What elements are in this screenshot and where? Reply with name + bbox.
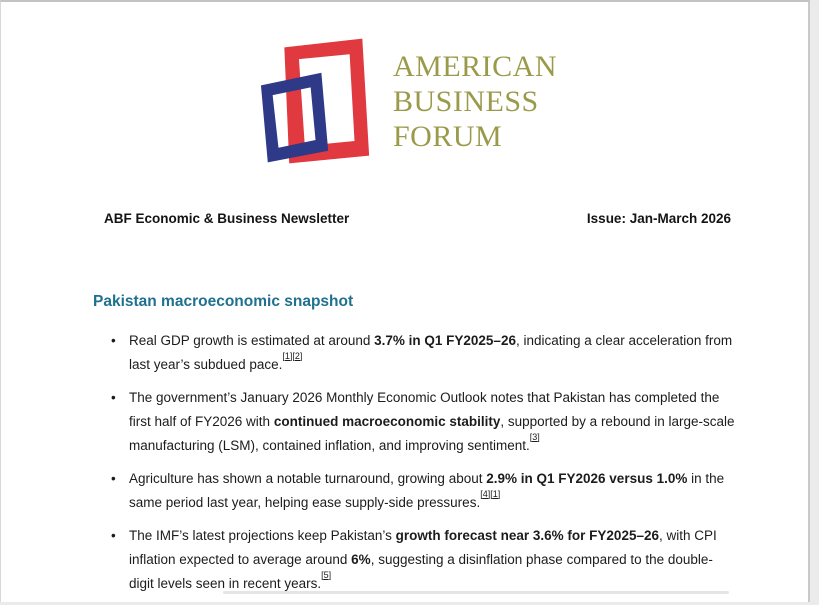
bullet-text-bold: 2.9% in Q1 FY2026 versus 1.0%	[486, 471, 688, 486]
bullet-text-bold: 3.7% in Q1 FY2025–26	[374, 333, 516, 348]
bullet-item	[111, 386, 737, 458]
bullet-item	[111, 467, 737, 515]
bullet-text: , with CPI inflation expected to average around	[129, 528, 717, 567]
bullet-text-bold: continued macroeconomic stability	[273, 414, 501, 429]
bullet-item	[111, 524, 737, 596]
issue-label: Issue: Jan-March 2026	[586, 211, 731, 226]
citation-ref[interactable]: [1][2]	[282, 350, 303, 361]
logo-word-3: FORUM	[393, 120, 503, 153]
abf-logo-wordmark	[393, 49, 557, 154]
newsletter-title: ABF Economic & Business Newsletter	[104, 211, 350, 226]
bullet-text: Agriculture has shown a notable turnaround, growing about	[129, 471, 487, 486]
abf-logo	[259, 37, 557, 167]
abf-logo-mark-icon	[259, 37, 374, 167]
bullet-text: The government’s January 2026 Monthly Economic Outlook notes that Pakistan has completed the first half of FY2026 with	[129, 390, 720, 429]
bullet-text: in the same period last year, helping ease supply-side pressures.	[129, 471, 725, 510]
bullet-text: Real GDP growth is estimated at around	[129, 333, 375, 348]
bullet-text: , suggesting a disinflation phase compared to the double-digit levels seen in recent years.	[129, 552, 713, 591]
citation-ref[interactable]: [3]	[529, 431, 540, 442]
logo-word-1: AMERICAN	[393, 50, 558, 83]
bullet-text: , indicating a clear acceleration from last year’s subdued pace.	[129, 333, 733, 372]
bullet-text: , supported by a rebound in large-scale manufacturing (LSM), contained inflation, and improving sentiment.	[129, 414, 735, 453]
section-title: Pakistan macroeconomic snapshot	[93, 293, 354, 310]
bullet-text-bold: growth forecast near 3.6% for FY2025–26	[395, 528, 659, 543]
bullet-text: The IMF’s latest projections keep Pakistan’s	[129, 528, 396, 543]
cropped-text-remnant	[223, 591, 729, 594]
logo-word-2: BUSINESS	[393, 85, 539, 118]
newsletter-header-row	[104, 211, 731, 226]
citation-ref[interactable]: [4][1]	[480, 488, 501, 499]
bullet-item	[111, 329, 737, 377]
bullet-list	[111, 329, 737, 605]
citation-ref[interactable]: [5]	[321, 569, 332, 580]
bullet-text-bold: 6%	[351, 552, 371, 567]
